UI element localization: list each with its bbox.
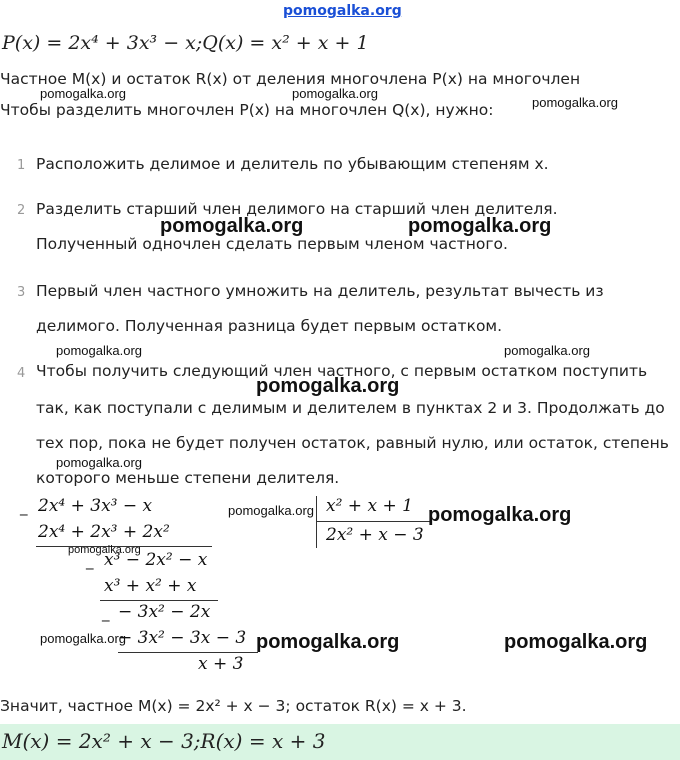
step-4-line-4: которого меньше степени делителя. [36,469,340,487]
watermark: pomogalka.org [408,215,552,237]
division-minus-sign-3: _ [102,604,110,622]
division-remainder-2: − 3x² − 2x [118,602,211,622]
division-remainder-final: x + 3 [198,654,244,674]
watermark: pomogalka.org [292,86,378,101]
step-1-line-1: Расположить делимое и делитель по убывающим степеням x. [36,155,549,173]
watermark: pomogalka.org [40,86,126,101]
division-remainder-1: x³ − 2x² − x [104,550,208,570]
division-minus-sign: _ [20,498,28,516]
division-minus-sign-2: _ [86,552,94,570]
watermark: pomogalka.org [68,544,141,556]
answer-box [0,724,680,760]
watermark: pomogalka.org [256,631,400,653]
watermark: pomogalka.org [504,343,590,358]
step-2-number: 2 [17,203,26,218]
step-2-line-1: Разделить старший член делимого на старший член делителя. [36,200,558,218]
division-dividend: 2x⁴ + 3x³ − x [38,496,153,516]
watermark: pomogalka.org [56,455,142,470]
watermark: pomogalka.org [256,375,400,397]
watermark: pomogalka.org [532,95,618,110]
answer-formula: M(x) = 2x² + x − 3;R(x) = x + 3 [2,729,326,753]
step-4-line-1: Чтобы получить следующий член частного, с первым остатком поступить [36,362,648,380]
division-subtrahend-2: x³ + x² + x [104,576,197,596]
division-line-2 [100,600,218,601]
intro-line-1: Частное M(x) и остаток R(x) от деления многочлена P(x) на многочлен [0,70,581,88]
problem-formula: P(x) = 2x⁴ + 3x³ − x;Q(x) = x² + x + 1 [2,32,369,54]
watermark: pomogalka.org [428,504,572,526]
step-1-number: 1 [17,158,26,173]
watermark: pomogalka.org [160,215,304,237]
step-4-number: 4 [17,366,26,381]
division-subtrahend-3: − 3x² − 3x − 3 [118,628,247,648]
conclusion-text: Значит, частное M(x) = 2x² + x − 3; остаток R(x) = x + 3. [0,697,467,715]
division-divisor: x² + x + 1 [326,496,413,516]
intro-line-2: Чтобы разделить многочлен P(x) на многочлен Q(x), нужно: [0,101,494,119]
watermark: pomogalka.org [504,631,648,653]
step-3-number: 3 [17,285,26,300]
watermark: pomogalka.org [56,343,142,358]
step-2-line-2: Полученный одночлен сделать первым членом частного. [36,235,508,253]
site-link[interactable]: pomogalka.org [283,3,402,19]
step-4-line-2: так, как поступали с делимым и делителем в пунктах 2 и 3. Продолжать до [36,399,665,417]
division-vertical-bar [316,496,317,548]
division-quotient: 2x² + x − 3 [326,525,424,545]
divisor-underline [316,521,432,522]
division-line-3 [118,652,258,653]
watermark: pomogalka.org [40,631,126,646]
step-3-line-2: делимого. Полученная разница будет первым остатком. [36,317,503,335]
step-3-line-1: Первый член частного умножить на делитель, результат вычесть из [36,282,604,300]
division-subtrahend-1: 2x⁴ + 2x³ + 2x² [38,522,170,542]
step-4-line-3: тех пор, пока не будет получен остаток, равный нулю, или остаток, степень [36,434,669,452]
watermark: pomogalka.org [228,503,314,518]
